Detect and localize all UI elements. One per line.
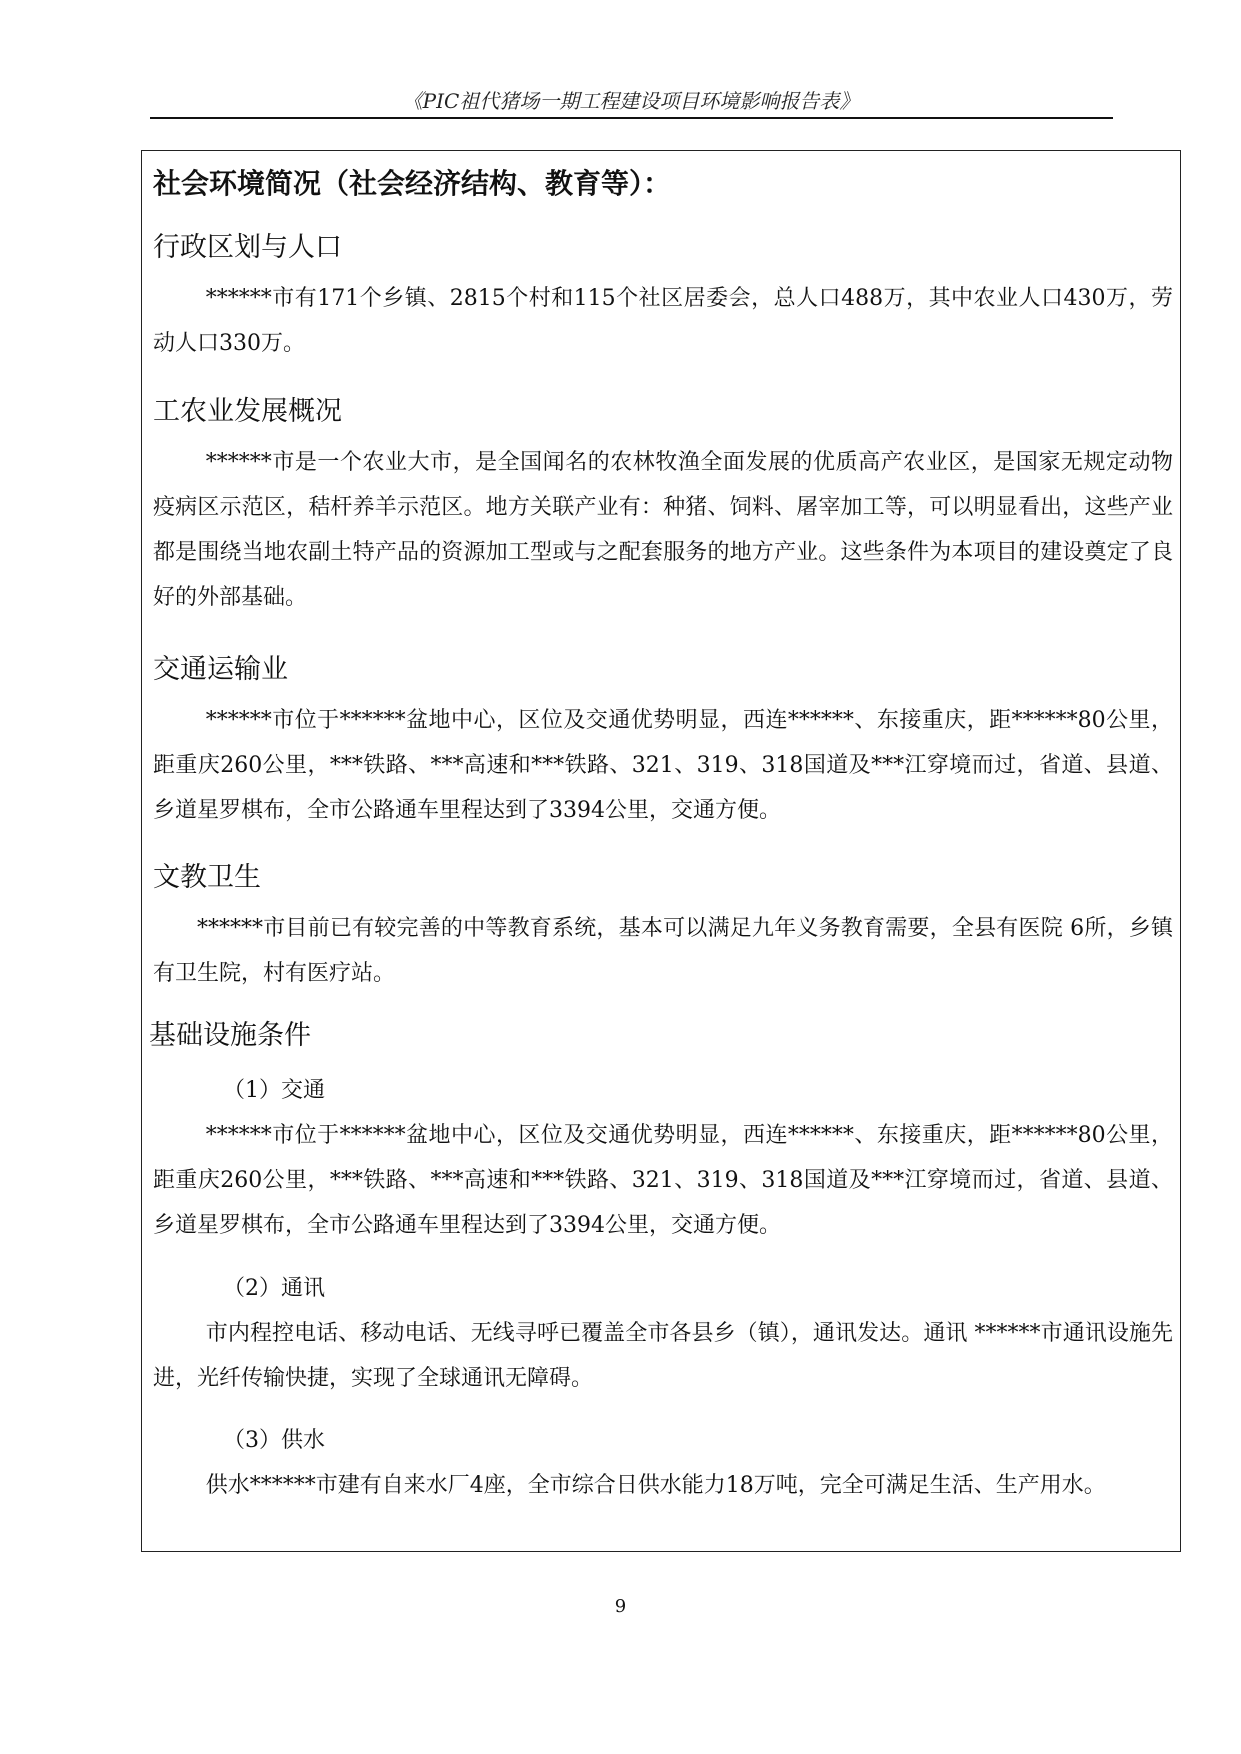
paragraph-edu: ******市目前已有较完善的中等教育系统，基本可以满足九年义务教育需要，全县有医院 6所，乡镇有卫生院，村有医疗站。 xyxy=(153,916,1173,986)
infra-water-label: （3）供水 xyxy=(223,1428,325,1453)
heading-edu: 文教卫生 xyxy=(153,862,261,893)
infra-traffic-label: （1）交通 xyxy=(223,1078,325,1103)
page-number: 9 xyxy=(614,1596,627,1617)
paragraph-admin: ******市有171个乡镇、2815个村和115个社区居委会，总人口488万，其中农业人口430万，劳动人口330万。 xyxy=(153,286,1173,356)
running-header-title: 《PIC祖代猪场一期工程建设项目环境影响报告表》 xyxy=(402,89,860,113)
heading-admin: 行政区划与人口 xyxy=(153,232,342,263)
section-title: 社会环境简况（社会经济结构、教育等）： xyxy=(153,167,672,200)
heading-transport: 交通运输业 xyxy=(153,654,288,685)
header-divider xyxy=(150,117,1113,119)
paragraph-infra-traffic: ******市位于******盆地中心，区位及交通优势明显，西连******、东接重庆，距******80公里，距重庆260公里，***铁路、***高速和***铁路、321、319、318国道及***江穿境而过，省道、县道、乡道星罗棋布，全市公路通车里程达到了3394公里，交通方便。 xyxy=(153,1123,1173,1238)
heading-agri: 工农业发展概况 xyxy=(153,396,342,427)
paragraph-agri: ******市是一个农业大市，是全国闻名的农林牧渔全面发展的优质高产农业区，是国家无规定动物疫病区示范区，秸杆养羊示范区。地方关联产业有：种猪、饲料、屠宰加工等，可以明显看出，这些产业都是围绕当地农副土特产品的资源加工型或与之配套服务的地方产业。这些条件为本项目的建设奠定了良好的外部基础。 xyxy=(153,450,1173,610)
paragraph-infra-comm: 市内程控电话、移动电话、无线寻呼已覆盖全市各县乡（镇），通讯发达。通讯 ******市通讯设施先进，光纤传输快捷，实现了全球通讯无障碍。 xyxy=(153,1321,1173,1391)
heading-infra: 基础设施条件 xyxy=(149,1020,311,1051)
infra-comm-label: （2）通讯 xyxy=(223,1276,325,1301)
paragraph-transport: ******市位于******盆地中心，区位及交通优势明显，西连******、东接重庆，距******80公里，距重庆260公里，***铁路、***高速和***铁路、321、319、318国道及***江穿境而过，省道、县道、乡道星罗棋布，全市公路通车里程达到了3394公里，交通方便。 xyxy=(153,708,1173,823)
paragraph-infra-water: 供水******市建有自来水厂4座，全市综合日供水能力18万吨，完全可满足生活、生产用水。 xyxy=(205,1473,1106,1498)
content-box xyxy=(141,150,1181,1552)
